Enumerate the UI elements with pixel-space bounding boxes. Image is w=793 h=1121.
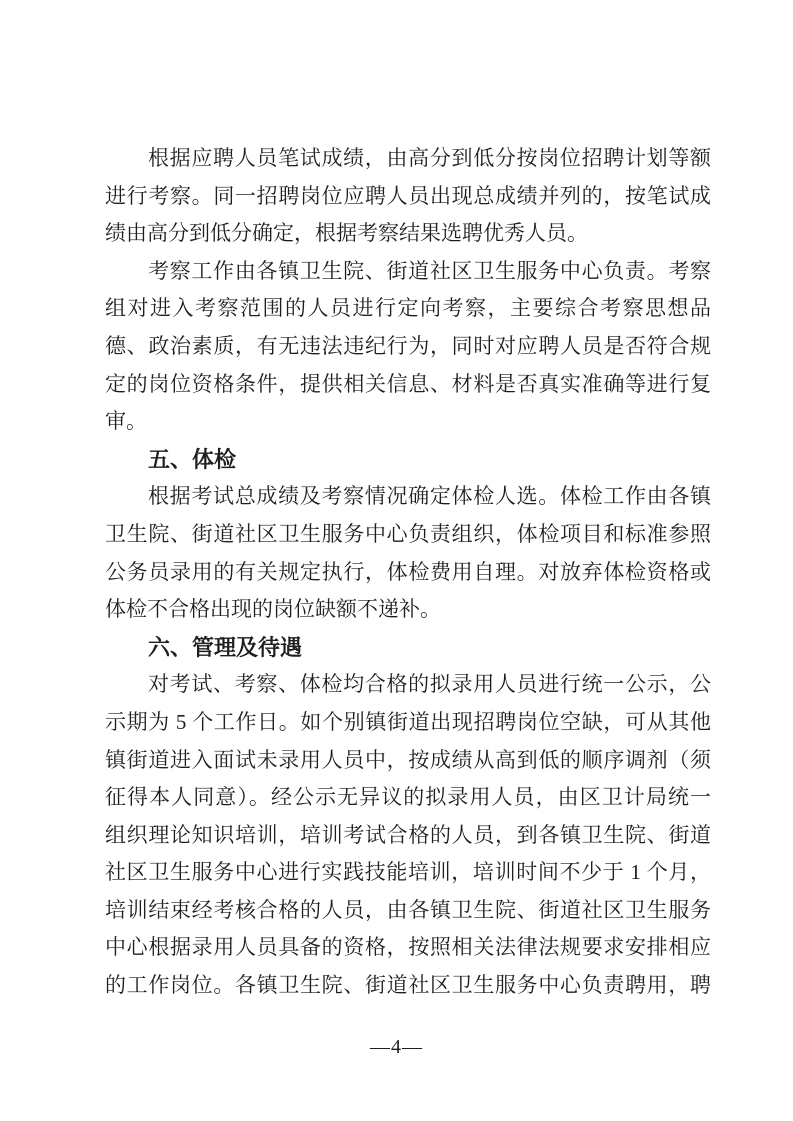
text-line: 示期为 5 个工作日。如个别镇街道出现招聘岗位空缺，可从其他 (105, 709, 711, 734)
page-number: —4— (370, 1036, 423, 1058)
text-line: 社区卫生服务中心进行实践技能培训，培训时间不少于 1 个月， (105, 860, 711, 885)
page-body (105, 140, 711, 1005)
text-line: 审。 (105, 409, 147, 434)
text-line: 定的岗位资格条件，提供相关信息、材料是否真实准确等进行复 (105, 371, 711, 396)
text-line: 绩由高分到低分确定，根据考察结果选聘优秀人员。 (105, 221, 588, 246)
text-line: 镇街道进入面试未录用人员中，按成绩从高到低的顺序调剂（须 (105, 747, 711, 772)
text-line: 对考试、考察、体检均合格的拟录用人员进行统一公示，公 (148, 672, 711, 697)
text-line: 进行考察。同一招聘岗位应聘人员出现总成绩并列的，按笔试成 (105, 183, 711, 208)
text-line: 根据应聘人员笔试成绩，由高分到低分按岗位招聘计划等额 (148, 146, 711, 170)
text-line: 根据考试总成绩及考察情况确定体检人选。体检工作由各镇 (148, 484, 711, 509)
text-line: 征得本人同意）。经公示无异议的拟录用人员，由区卫计局统一 (105, 785, 711, 810)
text-line: 培训结束经考核合格的人员，由各镇卫生院、街道社区卫生服务 (105, 897, 711, 922)
text-line: 的工作岗位。各镇卫生院、街道社区卫生服务中心负责聘用，聘 (105, 973, 711, 998)
text-line: 体检不合格出现的岗位缺额不递补。 (105, 597, 441, 622)
text-line: 中心根据录用人员具备的资格，按照相关法律法规要求安排相应 (105, 935, 711, 960)
section-heading-management-benefits: 六、管理及待遇 (148, 634, 303, 660)
text-line: 卫生院、街道社区卫生服务中心负责组织，体检项目和标准参照 (105, 521, 711, 546)
text-line: 组对进入考察范围的人员进行定向考察，主要综合考察思想品 (105, 296, 711, 321)
text-line: 德、政治素质，有无违法违纪行为，同时对应聘人员是否符合规 (105, 333, 711, 358)
section-heading-physical-exam: 五、体检 (148, 446, 237, 472)
text-line: 组织理论知识培训，培训考试合格的人员，到各镇卫生院、街道 (105, 822, 711, 847)
text-line: 考察工作由各镇卫生院、街道社区卫生服务中心负责。考察 (148, 258, 711, 283)
text-line: 公务员录用的有关规定执行，体检费用自理。对放弃体检资格或 (105, 559, 711, 584)
